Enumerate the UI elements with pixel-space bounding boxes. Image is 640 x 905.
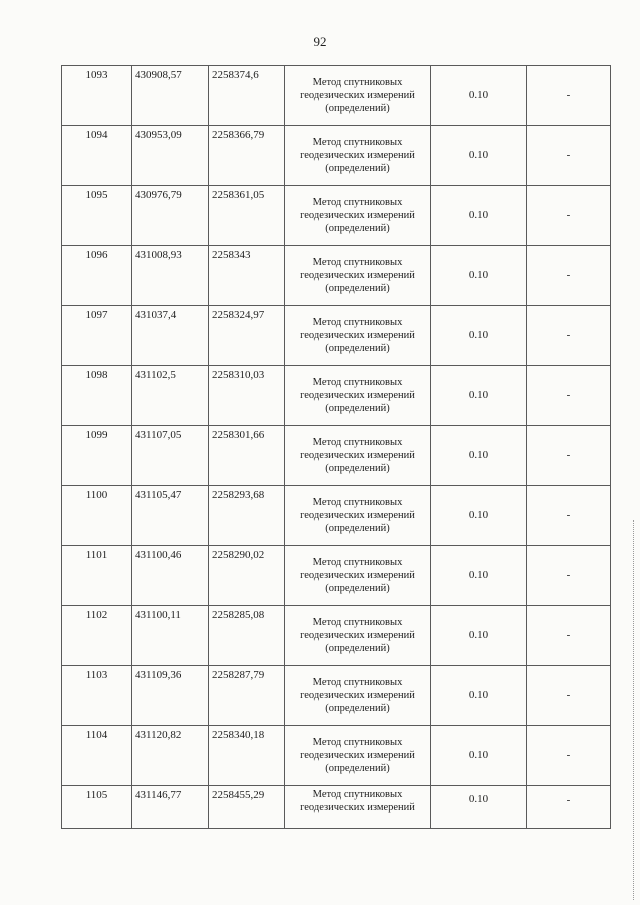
table-row bbox=[62, 546, 611, 606]
y-coordinate-cell: 2258293,68 bbox=[209, 486, 285, 546]
point-number-cell: 1102 bbox=[62, 606, 132, 666]
note-cell: - bbox=[527, 606, 611, 666]
y-coordinate-cell: 2258324,97 bbox=[209, 306, 285, 366]
point-number-cell: 1104 bbox=[62, 726, 132, 786]
point-number-cell: 1094 bbox=[62, 126, 132, 186]
point-number-cell: 1098 bbox=[62, 366, 132, 426]
x-coordinate-cell: 431008,93 bbox=[132, 246, 209, 306]
table-row bbox=[62, 66, 611, 126]
method-cell: Метод спутниковых геодезических измерений (определений) bbox=[285, 186, 431, 246]
x-coordinate-cell: 431109,36 bbox=[132, 666, 209, 726]
note-cell: - bbox=[527, 246, 611, 306]
method-cell: Метод спутниковых геодезических измерений (определений) bbox=[285, 726, 431, 786]
note-cell: - bbox=[527, 306, 611, 366]
point-number-cell: 1100 bbox=[62, 486, 132, 546]
y-coordinate-cell: 2258343 bbox=[209, 246, 285, 306]
table-row bbox=[62, 306, 611, 366]
note-cell: - bbox=[527, 186, 611, 246]
note-cell: - bbox=[527, 726, 611, 786]
point-number-cell: 1099 bbox=[62, 426, 132, 486]
point-number-cell: 1103 bbox=[62, 666, 132, 726]
accuracy-cell: 0.10 bbox=[431, 306, 527, 366]
point-number-cell: 1095 bbox=[62, 186, 132, 246]
method-cell: Метод спутниковых геодезических измерений (определений) bbox=[285, 246, 431, 306]
x-coordinate-cell: 430976,79 bbox=[132, 186, 209, 246]
y-coordinate-cell: 2258361,05 bbox=[209, 186, 285, 246]
table-row bbox=[62, 426, 611, 486]
table-row bbox=[62, 126, 611, 186]
table-row bbox=[62, 606, 611, 666]
table-row bbox=[62, 186, 611, 246]
coordinates-table-body bbox=[62, 66, 611, 829]
x-coordinate-cell: 430953,09 bbox=[132, 126, 209, 186]
method-cell: Метод спутниковых геодезических измерений (определений) bbox=[285, 666, 431, 726]
x-coordinate-cell: 431146,77 bbox=[132, 786, 209, 829]
point-number-cell: 1101 bbox=[62, 546, 132, 606]
note-cell: - bbox=[527, 426, 611, 486]
accuracy-cell: 0.10 bbox=[431, 186, 527, 246]
accuracy-cell: 0.10 bbox=[431, 486, 527, 546]
table-row bbox=[62, 786, 611, 829]
point-number-cell: 1105 bbox=[62, 786, 132, 829]
x-coordinate-cell: 431120,82 bbox=[132, 726, 209, 786]
x-coordinate-cell: 431100,46 bbox=[132, 546, 209, 606]
method-cell: Метод спутниковых геодезических измерений (определений) bbox=[285, 366, 431, 426]
accuracy-cell: 0.10 bbox=[431, 726, 527, 786]
accuracy-cell: 0.10 bbox=[431, 666, 527, 726]
x-coordinate-cell: 431100,11 bbox=[132, 606, 209, 666]
method-cell: Метод спутниковых геодезических измерений (определений) bbox=[285, 426, 431, 486]
y-coordinate-cell: 2258301,66 bbox=[209, 426, 285, 486]
x-coordinate-cell: 431102,5 bbox=[132, 366, 209, 426]
note-cell: - bbox=[527, 126, 611, 186]
table-row bbox=[62, 486, 611, 546]
y-coordinate-cell: 2258340,18 bbox=[209, 726, 285, 786]
method-cell: Метод спутниковых геодезических измерений (определений) bbox=[285, 546, 431, 606]
scan-edge-strip bbox=[633, 520, 636, 900]
y-coordinate-cell: 2258287,79 bbox=[209, 666, 285, 726]
accuracy-cell: 0.10 bbox=[431, 786, 527, 829]
table-row bbox=[62, 366, 611, 426]
note-cell: - bbox=[527, 786, 611, 829]
x-coordinate-cell: 431107,05 bbox=[132, 426, 209, 486]
point-number-cell: 1097 bbox=[62, 306, 132, 366]
method-cell: Метод спутниковых геодезических измерений bbox=[285, 786, 431, 829]
accuracy-cell: 0.10 bbox=[431, 126, 527, 186]
method-cell: Метод спутниковых геодезических измерений (определений) bbox=[285, 486, 431, 546]
accuracy-cell: 0.10 bbox=[431, 246, 527, 306]
note-cell: - bbox=[527, 66, 611, 126]
method-cell: Метод спутниковых геодезических измерений (определений) bbox=[285, 606, 431, 666]
y-coordinate-cell: 2258455,29 bbox=[209, 786, 285, 829]
method-cell: Метод спутниковых геодезических измерений (определений) bbox=[285, 126, 431, 186]
accuracy-cell: 0.10 bbox=[431, 546, 527, 606]
accuracy-cell: 0.10 bbox=[431, 366, 527, 426]
table-row bbox=[62, 666, 611, 726]
accuracy-cell: 0.10 bbox=[431, 606, 527, 666]
method-cell: Метод спутниковых геодезических измерений (определений) bbox=[285, 66, 431, 126]
coordinates-table bbox=[61, 65, 611, 829]
table-row bbox=[62, 246, 611, 306]
y-coordinate-cell: 2258310,03 bbox=[209, 366, 285, 426]
point-number-cell: 1093 bbox=[62, 66, 132, 126]
accuracy-cell: 0.10 bbox=[431, 426, 527, 486]
point-number-cell: 1096 bbox=[62, 246, 132, 306]
x-coordinate-cell: 431105,47 bbox=[132, 486, 209, 546]
note-cell: - bbox=[527, 546, 611, 606]
note-cell: - bbox=[527, 666, 611, 726]
accuracy-cell: 0.10 bbox=[431, 66, 527, 126]
x-coordinate-cell: 431037,4 bbox=[132, 306, 209, 366]
table-row bbox=[62, 726, 611, 786]
x-coordinate-cell: 430908,57 bbox=[132, 66, 209, 126]
y-coordinate-cell: 2258290,02 bbox=[209, 546, 285, 606]
y-coordinate-cell: 2258374,6 bbox=[209, 66, 285, 126]
y-coordinate-cell: 2258285,08 bbox=[209, 606, 285, 666]
method-cell: Метод спутниковых геодезических измерений (определений) bbox=[285, 306, 431, 366]
page-number: 92 bbox=[313, 34, 327, 49]
note-cell: - bbox=[527, 486, 611, 546]
note-cell: - bbox=[527, 366, 611, 426]
y-coordinate-cell: 2258366,79 bbox=[209, 126, 285, 186]
